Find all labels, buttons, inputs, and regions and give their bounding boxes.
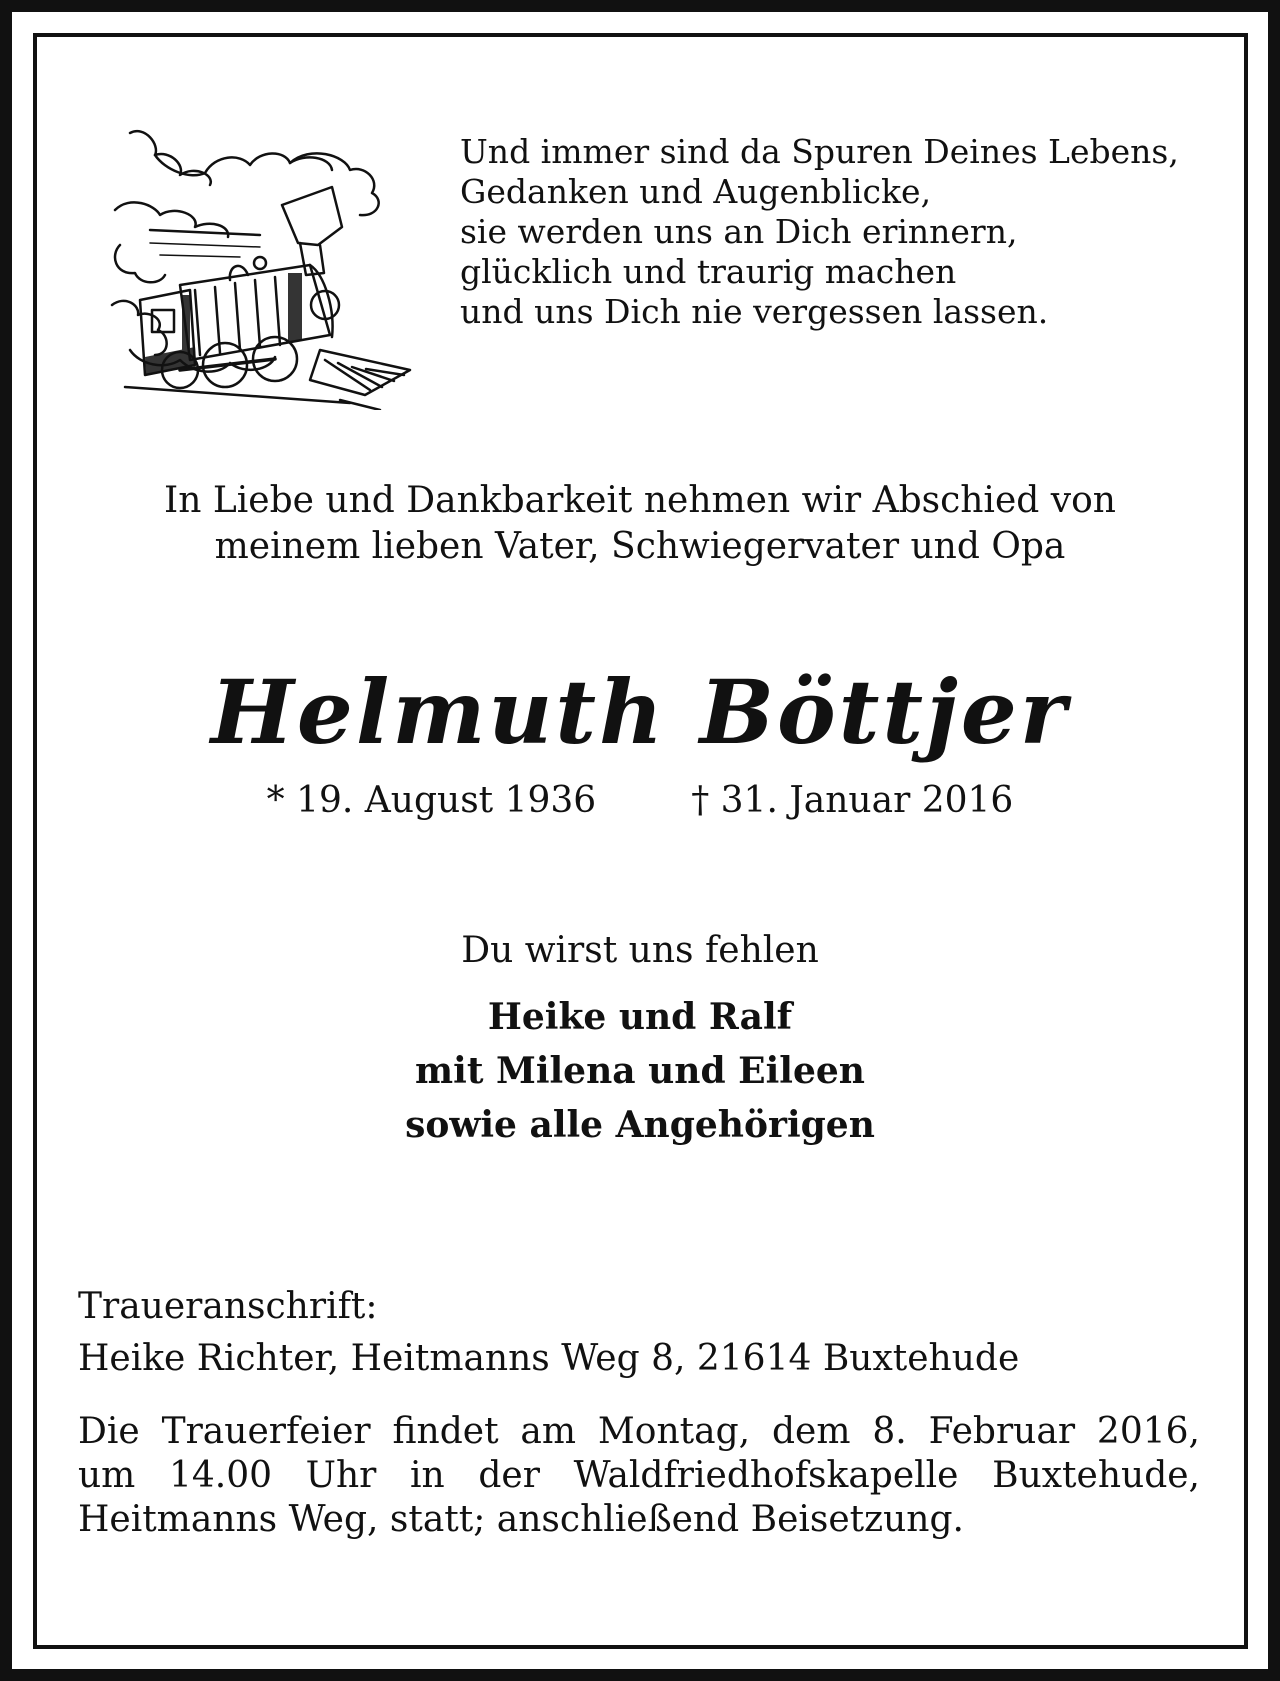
birth-date: * 19. August 1936	[266, 780, 597, 821]
deceased-name: Helmuth Böttjer	[210, 660, 1070, 764]
ceremony-info	[78, 1410, 1200, 1542]
steam-locomotive-icon	[110, 125, 440, 410]
mourner-line: Heike und Ralf	[487, 996, 793, 1038]
death-date: † 31. Januar 2016	[691, 780, 1014, 821]
intro-line: In Liebe und Dankbarkeit nehmen wir Abschied von	[164, 480, 1116, 521]
poem	[460, 132, 1220, 332]
mourner-signatures	[40, 990, 1240, 1152]
poem-line: Gedanken und Augenblicke,	[460, 172, 932, 211]
mourner-line: mit Milena und Eileen	[415, 1050, 865, 1092]
poem-line: und uns Dich nie vergessen lassen.	[460, 292, 1049, 331]
life-dates	[40, 778, 1240, 824]
mourning-address: Heike Richter, Heitmanns Weg 8, 21614 Buxtehude	[78, 1338, 1020, 1379]
ceremony-line: um 14.00 Uhr in der Waldfriedhofskapelle Buxtehude,	[78, 1455, 1200, 1496]
intro-line: meinem lieben Vater, Schwiegervater und Opa	[214, 526, 1066, 567]
ceremony-line: Die Trauerfeier findet am Montag, dem 8. Februar 2016,	[78, 1411, 1200, 1452]
poem-line: Und immer sind da Spuren Deines Lebens,	[460, 132, 1179, 171]
poem-line: sie werden uns an Dich erinnern,	[460, 212, 1018, 251]
farewell-message: Du wirst uns fehlen	[461, 930, 819, 971]
farewell-intro	[60, 478, 1220, 570]
poem-line: glücklich und traurig machen	[460, 252, 957, 291]
address-label: Traueranschrift:	[78, 1286, 378, 1327]
ceremony-line: Heitmanns Weg, statt; anschließend Beisetzung.	[78, 1499, 964, 1540]
mourner-line: sowie alle Angehörigen	[405, 1104, 875, 1146]
